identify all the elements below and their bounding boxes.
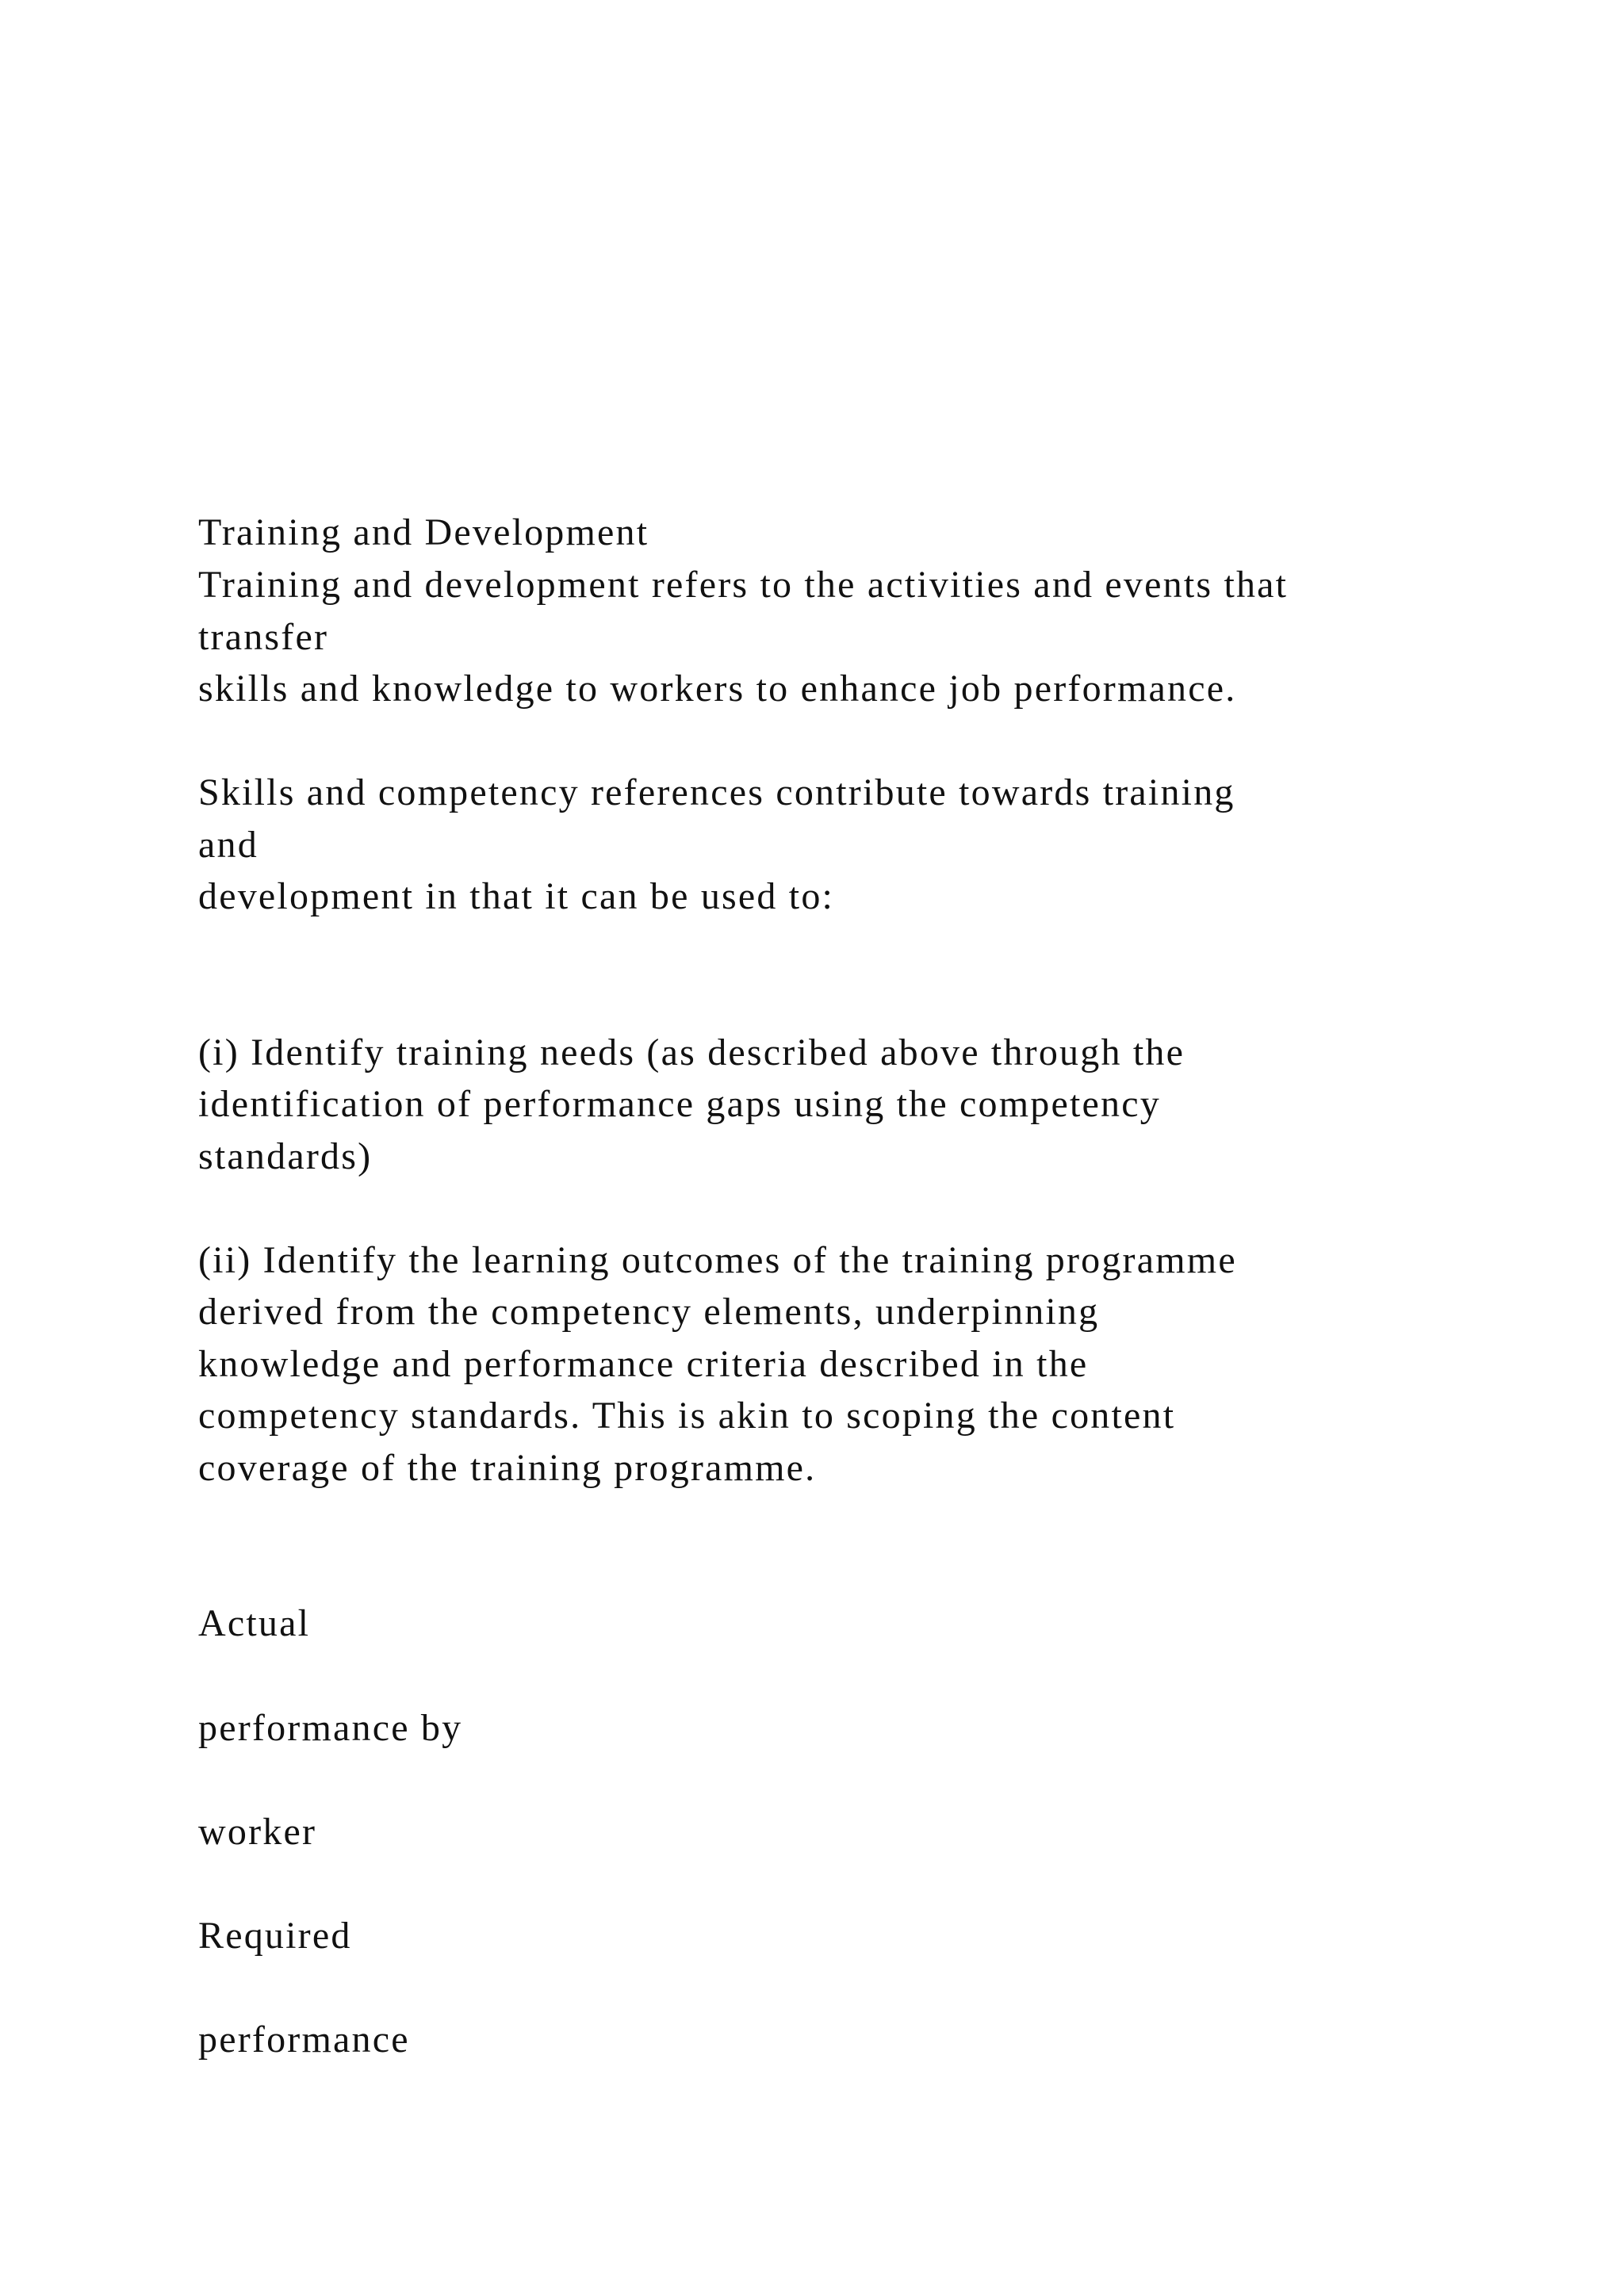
- paragraph-line: development in that it can be used to:: [198, 875, 835, 917]
- paragraph-line: skills and knowledge to workers to enhance job performance.: [198, 668, 1237, 710]
- diagram-label-worker: worker: [198, 1811, 317, 1853]
- paragraph-line: transfer: [198, 616, 329, 658]
- diagram-label-required: Required: [198, 1915, 352, 1957]
- list-item-line: derived from the competency elements, underpinning: [198, 1291, 1100, 1333]
- paragraph-line: Skills and competency references contribute towards training: [198, 771, 1235, 813]
- paragraph-line: and: [198, 824, 259, 866]
- list-item-line: coverage of the training programme.: [198, 1447, 817, 1489]
- list-item-line: identification of performance gaps using the competency: [198, 1083, 1161, 1125]
- diagram-label-performance: performance: [198, 2019, 410, 2061]
- list-item-line: (ii) Identify the learning outcomes of the training programme: [198, 1239, 1237, 1281]
- list-item-line: (i) Identify training needs (as described above through the: [198, 1031, 1185, 1073]
- paragraph-line: Training and development refers to the activities and events that: [198, 564, 1289, 606]
- list-item-line: competency standards. This is akin to scoping the content: [198, 1395, 1176, 1437]
- list-item-line: standards): [198, 1135, 373, 1177]
- list-item-line: knowledge and performance criteria described in the: [198, 1343, 1089, 1385]
- diagram-label-performance-by: performance by: [198, 1707, 463, 1749]
- document-title: Training and Development: [198, 511, 649, 553]
- diagram-label-actual: Actual: [198, 1602, 311, 1644]
